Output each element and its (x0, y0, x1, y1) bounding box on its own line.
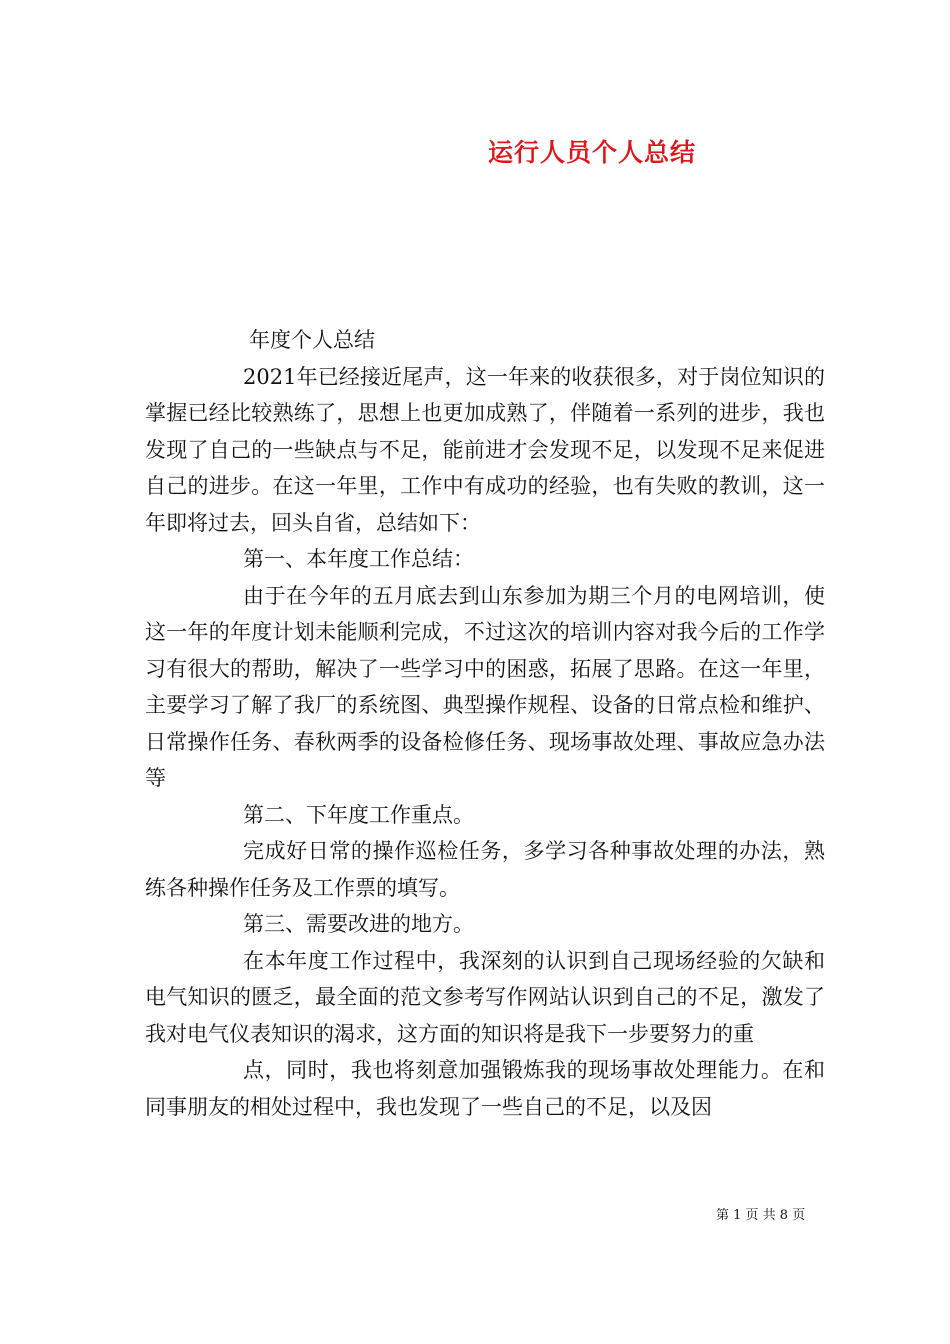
document-subtitle: 年度个人总结 (249, 328, 375, 352)
document-title: 运行人员个人总结 (488, 138, 697, 167)
paragraph-intro: 2021年已经接近尾声，这一年来的收获很多，对于岗位知识的掌握已经比较熟练了，思想上也更加成熟了，伴随着一系列的进步，我也发现了自己的一些缺点与不足，能前进才会发现不足，以发现不足来促进自己的进步。在这一年里，工作中有成功的经验，也有失败的教训，这一年即将过去，回头自省，总结如下： (145, 364, 825, 535)
paragraph-section-3: 在本年度工作过程中，我深刻的认识到自己现场经验的欠缺和电气知识的匮乏，最全面的范文参考写作网站认识到自己的不足，激发了我对电气仪表知识的渴求，这方面的知识将是我下一步要努力的重 (145, 948, 825, 1046)
paragraph-section-2: 完成好日常的操作巡检任务，多学习各种事故处理的办法，熟练各种操作任务及工作票的填写。 (145, 839, 825, 900)
section-heading-3: 第三、需要改进的地方。 (243, 912, 474, 936)
section-heading-1: 第一、本年度工作总结： (243, 547, 474, 571)
paragraph-section-1: 由于在今年的五月底去到山东参加为期三个月的电网培训，使这一年的年度计划未能顺利完成，不过这次的培训内容对我今后的工作学习有很大的帮助，解决了一些学习中的困惑，拓展了思路。在这一年里，主要学习了解了我厂的系统图、典型操作规程、设备的日常点检和维护、日常操作任务、春秋两季的设备检修任务、现场事故处理、事故应急办法等 (145, 583, 825, 790)
paragraph-continuation: 点，同时，我也将刻意加强锻炼我的现场事故处理能力。在和同事朋友的相处过程中，我也发现了一些自己的不足，以及因 (145, 1058, 825, 1119)
page-number-footer: 第 1 页 共 8 页 (716, 1208, 806, 1223)
section-heading-2: 第二、下年度工作重点。 (243, 802, 474, 827)
document-body (145, 322, 825, 1125)
